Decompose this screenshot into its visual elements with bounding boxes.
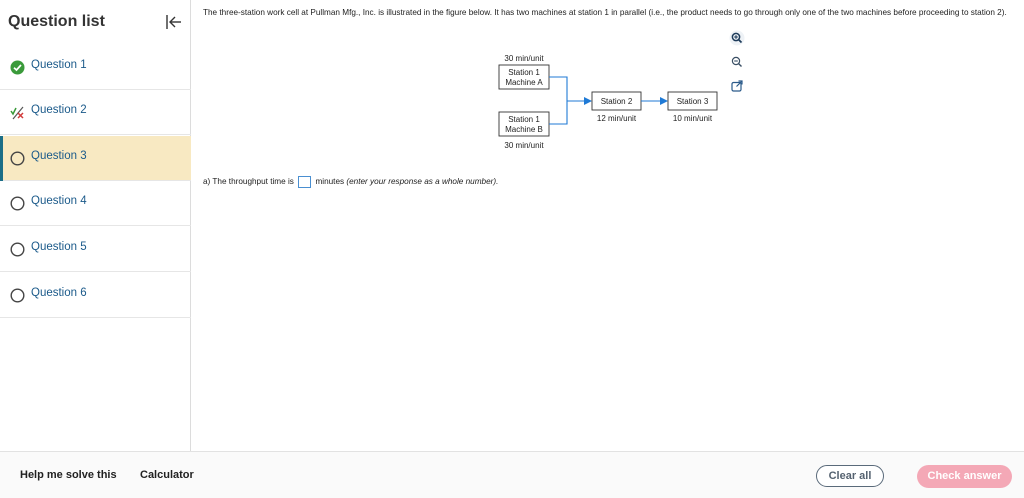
question-item-4[interactable] [0, 181, 191, 226]
machine-b-label: Machine B [505, 125, 543, 134]
station-3-rate: 10 min/unit [672, 114, 713, 123]
machine-a-label: Machine A [505, 78, 543, 87]
part-a-text: a) The throughput time is [203, 177, 294, 187]
collapse-sidebar-icon[interactable] [164, 12, 184, 32]
clear-all-button[interactable]: Clear all [816, 465, 884, 487]
station-3-label: Station 3 [676, 97, 709, 106]
empty-circle-icon [10, 151, 25, 166]
question-label: Question 4 [31, 195, 87, 207]
part-a-hint: (enter your response as a whole number). [346, 177, 499, 187]
part-a-unit: minutes [315, 177, 345, 187]
machine-b-label: Station 1 [508, 115, 540, 124]
question-item-1[interactable] [0, 45, 191, 90]
sidebar-title: Question list [8, 13, 105, 30]
machine-b-rate: 30 min/unit [504, 141, 544, 150]
throughput-time-input[interactable] [298, 176, 311, 188]
empty-circle-icon [10, 196, 25, 211]
station-2-label: Station 2 [600, 97, 633, 106]
empty-circle-icon [10, 288, 25, 303]
help-me-solve-button[interactable]: Help me solve this [20, 469, 117, 481]
question-panel [192, 0, 1024, 451]
question-label: Question 1 [31, 59, 87, 71]
machine-a-rate: 30 min/unit [504, 54, 544, 63]
question-item-6[interactable] [0, 273, 191, 318]
question-label: Question 5 [31, 241, 87, 253]
empty-circle-icon [10, 242, 25, 257]
check-answer-button[interactable]: Check answer [917, 465, 1012, 488]
partial-credit-icon [10, 105, 25, 120]
footer-bar [0, 451, 1024, 498]
question-label: Question 3 [31, 150, 87, 162]
question-list-sidebar [0, 0, 191, 451]
question-label: Question 6 [31, 287, 87, 299]
question-prompt: The three-station work cell at Pullman Mfg., Inc. is illustrated in the figure below. It has two machines at station 1 in parallel (i.e., the product needs to go through only one of the two machines before proceeding to station 2). [203, 8, 1007, 17]
question-label: Question 2 [31, 104, 87, 116]
parallel-connector [549, 77, 567, 124]
sidebar-header [0, 0, 191, 44]
machine-a-label: Station 1 [508, 68, 540, 77]
station-2-rate: 12 min/unit [596, 114, 637, 123]
calculator-button[interactable]: Calculator [140, 469, 194, 481]
question-item-3[interactable] [0, 136, 191, 181]
workcell-figure [192, 0, 1024, 170]
part-a-line [203, 176, 498, 188]
question-item-5[interactable] [0, 227, 191, 272]
check-circle-icon [10, 60, 25, 75]
question-item-2[interactable] [0, 90, 191, 135]
